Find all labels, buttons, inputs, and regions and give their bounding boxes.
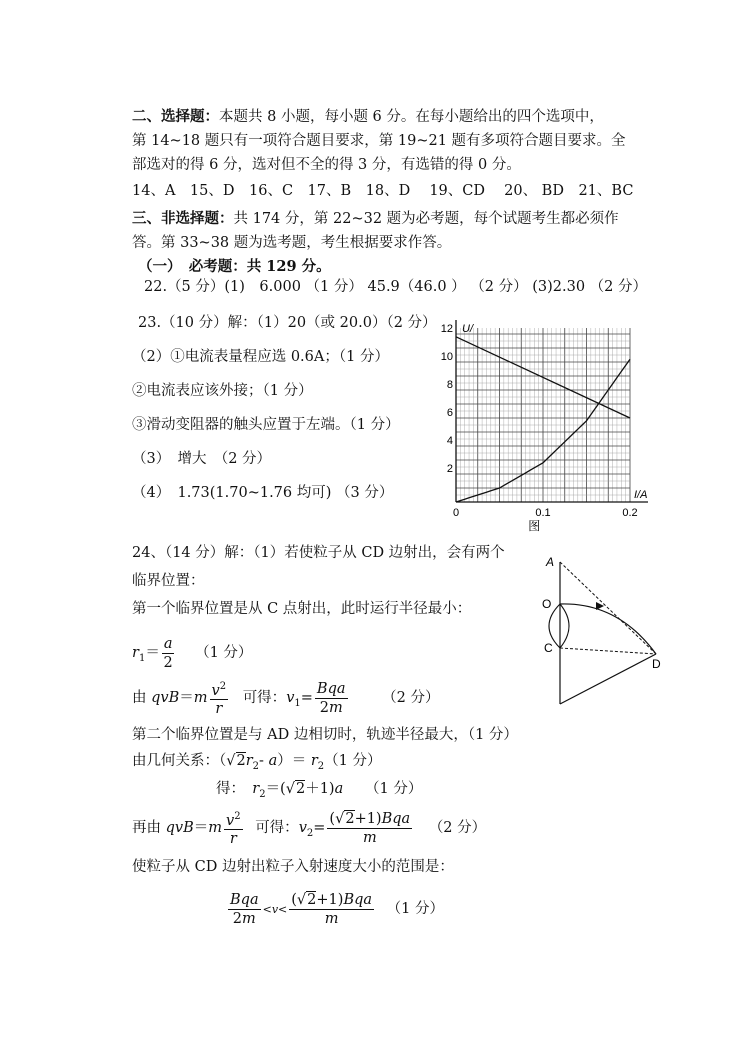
q23-line4: ③滑动变阻器的触头应置于左端。（1 分） [132,417,400,433]
sec2-line2: 第 14~18 题只有一项符合题目要求，第 19~21 题有多项符合题目要求。全 [132,133,626,149]
q24-range-formula: $\frac{\text{Bqa}}{2m}$ <v< $\frac{\text{(√2+1)Bqa}}{m}$ （1 分） [230,891,444,927]
chart-grid [456,328,630,502]
sec3-text1: 共 174 分，第 22~32 题为必考题，每个试题考生都必须作 [233,211,619,227]
sec3-line1 [132,208,619,230]
q24-r1-points: （1 分） [195,645,253,661]
y-tick-label: 2 [446,463,453,475]
sec3-heading: 三、非选择题： [132,210,234,227]
sec3-line2: 答。第 33~38 题为选考题，考生根据要求作答。 [132,235,452,251]
q24-qvb2-points: （2 分） [428,820,487,836]
q23-line3: ②电流表应该外接；（1 分） [132,383,313,399]
fig-label-D: D [652,657,661,671]
q23-line5: （3） 增大 （2 分） [132,451,272,467]
chart-caption: 图 [528,519,541,533]
ui-chart [430,312,660,544]
sec2-line1 [132,106,604,128]
q24-qvb1-formula: 由 qvB＝m $\frac{v^2}{r}$ 可得：$v_1=$ $\frac{\text{Bqa}}{2m}$ （2 分） [132,676,439,726]
q24-line2: 临界位置： [132,573,205,589]
y-tick-label: 12 [440,323,453,335]
x-tick-label: 0.2 [622,507,638,519]
fig-label-C: C [544,641,553,655]
q24-r2-result: 得： $r_2=(√2+1)a$ （1 分） [216,781,423,800]
q24-range-text: 使粒子从 CD 边射出粒子入射速度大小的范围是： [132,859,454,875]
x-tick-label: 0.1 [535,507,551,519]
x-axis-label: I/A [634,489,648,501]
y-tick-label: 4 [446,435,453,447]
q24-qvb2-formula: 再由 qvB＝m $\frac{v^2}{r}$ 可得：$v_2=$ $\frac{\text{(√2+1)Bqa}}{m}$ （2 分） [132,806,486,856]
q23-line1: 23.（10 分）解：（1）20（或 20.0）（2 分） [138,315,437,331]
sec2-text1: 本题共 8 小题，每小题 6 分。在每小题给出的四个选项中， [219,109,604,125]
fig-label-O: O [542,597,552,611]
sec2-heading: 二、选择题： [132,108,219,125]
q22-answer: 22.（5 分）(1) 6.000 （1 分） 45.9（46.0 ） （2 分） (3)2.30 （2 分） [144,279,647,295]
q24-qvb1-points: （2 分） [382,690,440,706]
q24-range-points: （1 分） [386,901,444,917]
sec2-answers: 14、A 15、D 16、C 17、B 18、D 19、CD 20、 BD 21、BC [132,183,634,199]
q23-line2: （2）①电流表量程应选 0.6A；（1 分） [132,349,389,365]
y-tick-label: 8 [446,379,453,391]
q24-geometry: 由几何关系：（$√2r_2-$ $a)= r_2(1$ 分） [132,753,382,772]
q24-line1: 24、（14 分）解：（1）若使粒子从 CD 边射出，会有两个 [132,545,505,561]
q23-line6: （4） 1.73(1.70~1.76 均可) （3 分） [132,485,394,501]
y-tick-label: 10 [440,351,453,363]
q24-figure [538,552,668,712]
y-axis-label: U/ [462,323,473,335]
sec3-subheading: （一） 必考题：共 129 分。 [138,258,331,275]
q24-r1-formula: $r_1=$ $\frac{a}{2}$ （1 分） [132,635,253,671]
q24-line3: 第一个临界位置是从 C 点射出，此时运行半径最小： [132,601,472,617]
q24-line7: 第二个临界位置是与 AD 边相切时，轨迹半径最大，（1 分） [132,727,518,743]
sec2-line3: 部选对的得 6 分，选对但不全的得 3 分，有选错的得 0 分。 [132,157,521,173]
x-tick-label: 0 [452,507,460,519]
fig-label-A: A [546,555,555,569]
y-tick-label: 6 [446,407,453,419]
